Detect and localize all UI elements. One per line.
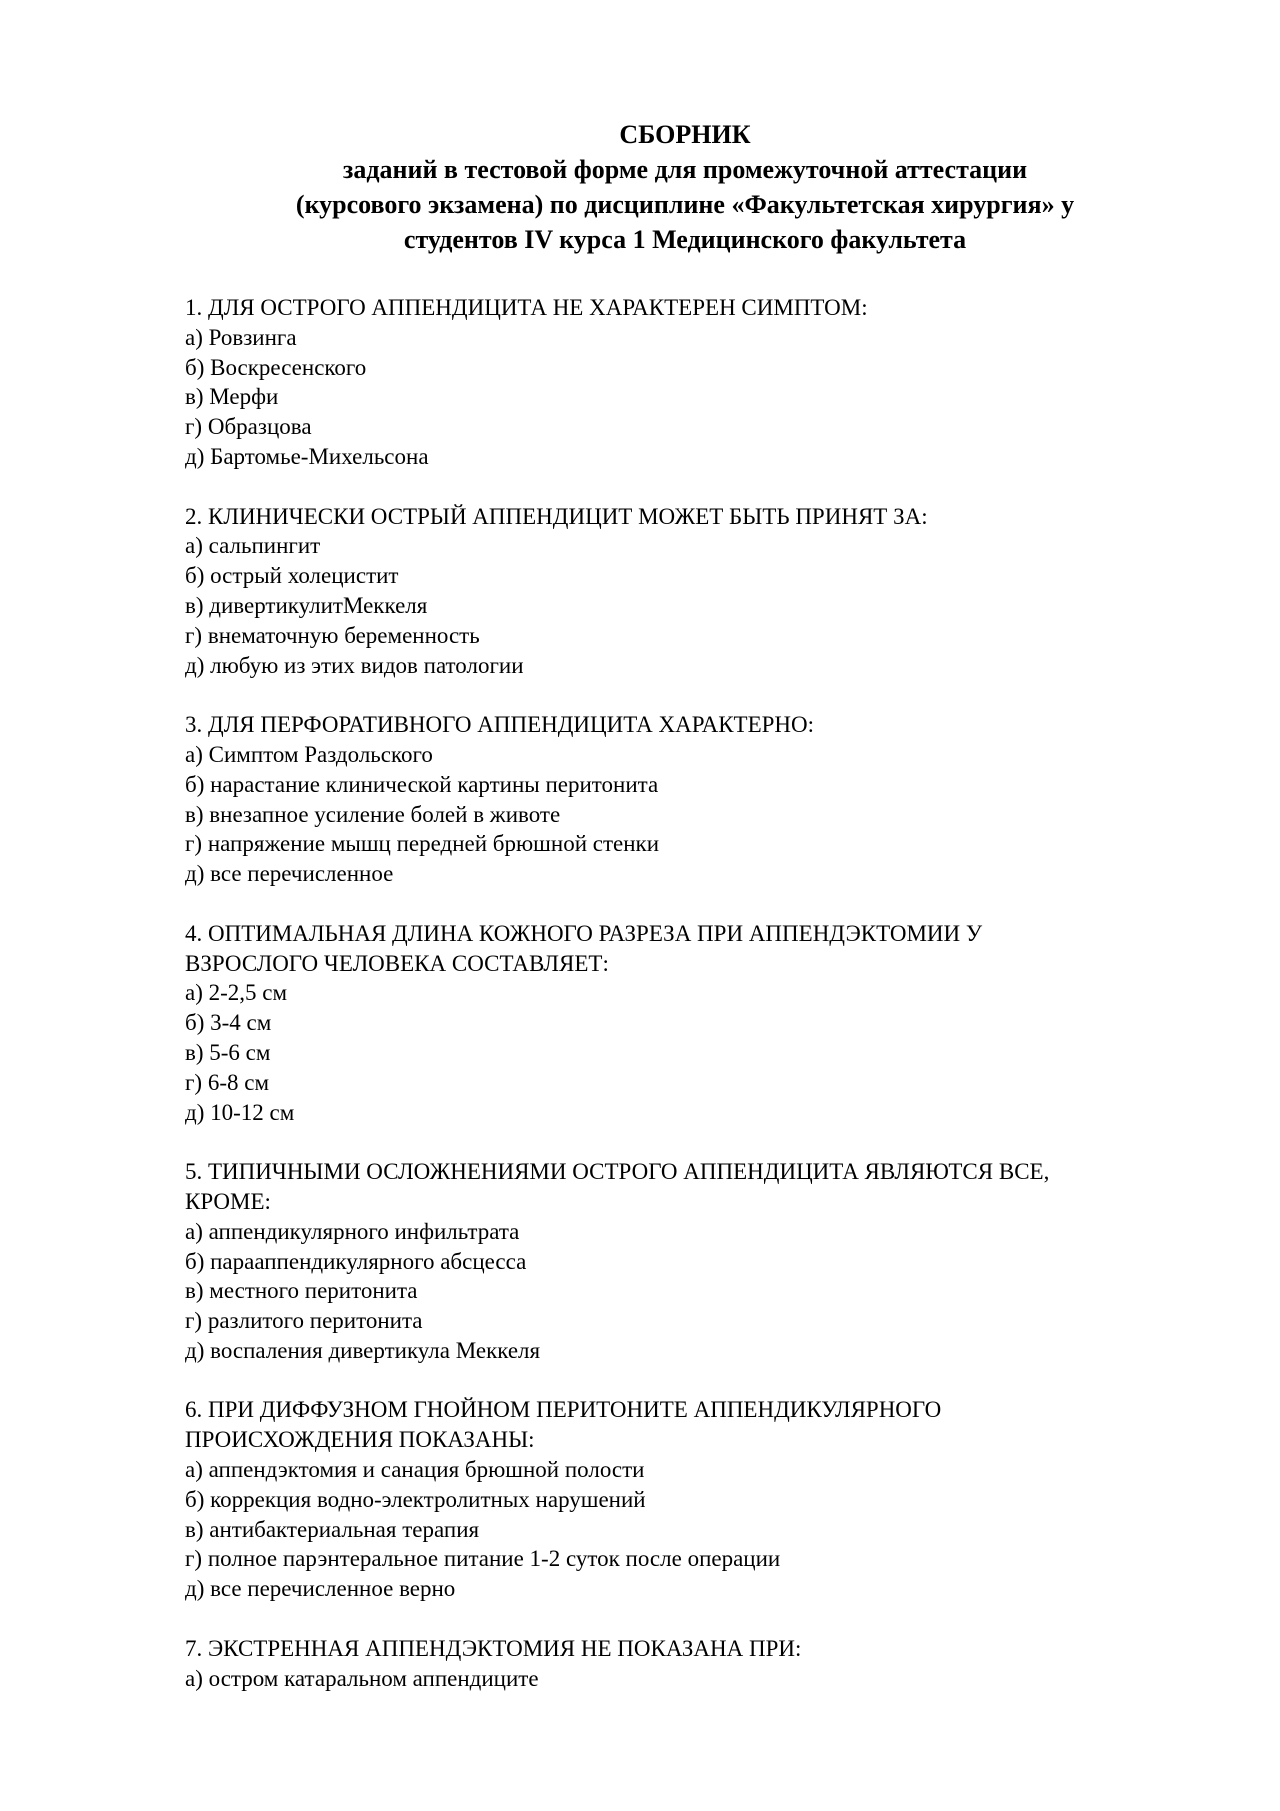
question-list	[185, 293, 1185, 1723]
answer-option: д) воспаления дивертикула Меккеля	[185, 1337, 541, 1363]
answer-option: в) Мерфи	[185, 384, 279, 410]
question-text-line: 3. ДЛЯ ПЕРФОРАТИВНОГО АППЕНДИЦИТА ХАРАКТЕРНО:	[185, 712, 815, 738]
title-line-3: (курсового экзамена) по дисциплине «Факультетская хирургия» у	[295, 190, 1075, 219]
answer-option: в) внезапное усиление болей в животе	[185, 801, 561, 827]
question-text-line: 2. КЛИНИЧЕСКИ ОСТРЫЙ АППЕНДИЦИТ МОЖЕТ БЫТЬ ПРИНЯТ ЗА:	[185, 503, 928, 529]
answer-option: в) дивертикулитМеккеля	[185, 592, 428, 618]
answer-option: в) местного перитонита	[185, 1278, 418, 1304]
answer-option: а) аппендэктомия и санация брюшной полости	[185, 1457, 645, 1483]
title-line-1: СБОРНИК	[619, 120, 751, 149]
answer-option: б) парааппендикулярного абсцесса	[185, 1248, 527, 1274]
answer-option: г) напряжение мышц передней брюшной стенки	[185, 831, 660, 857]
answer-option: г) Образцова	[185, 414, 312, 440]
question-2	[185, 502, 1185, 681]
question-4	[185, 919, 1185, 1128]
answer-option: д) все перечисленное верно	[185, 1576, 456, 1602]
question-text-line: 7. ЭКСТРЕННАЯ АППЕНДЭКТОМИЯ НЕ ПОКАЗАНА ПРИ:	[185, 1635, 802, 1661]
question-text-line: 1. ДЛЯ ОСТРОГО АППЕНДИЦИТА НЕ ХАРАКТЕРЕН СИМПТОМ:	[185, 295, 868, 320]
answer-option: б) нарастание клинической картины перитонита	[185, 771, 659, 797]
question-text-line: ВЗРОСЛОГО ЧЕЛОВЕКА СОСТАВЛЯЕТ:	[185, 950, 609, 976]
question-text	[185, 710, 1185, 740]
answer-option: д) Бартомье-Михельсона	[185, 443, 429, 469]
question-text-line: КРОМЕ:	[185, 1188, 271, 1214]
question-text-line: 5. ТИПИЧНЫМИ ОСЛОЖНЕНИЯМИ ОСТРОГО АППЕНДИЦИТА ЯВЛЯЮТСЯ ВСЕ,	[185, 1159, 1050, 1185]
answer-option: а) аппендикулярного инфильтрата	[185, 1218, 520, 1244]
title-line-4: студентов IV курса 1 Медицинского факультета	[403, 225, 967, 254]
question-text	[185, 919, 1185, 979]
answer-option: б) 3-4 см	[185, 1010, 272, 1036]
question-1	[185, 293, 1185, 472]
question-5	[185, 1157, 1185, 1366]
answer-option: а) Симптом Раздольского	[185, 741, 433, 767]
answer-option: а) Ровзинга	[185, 324, 297, 350]
answer-option: в) 5-6 см	[185, 1039, 271, 1065]
question-6	[185, 1395, 1185, 1604]
answer-option: а) остром катаральном аппендиците	[185, 1665, 539, 1691]
question-text-line: 6. ПРИ ДИФФУЗНОМ ГНОЙНОМ ПЕРИТОНИТЕ АППЕНДИКУЛЯРНОГО	[185, 1397, 942, 1423]
answer-option: а) 2-2,5 см	[185, 980, 288, 1006]
question-text	[185, 1157, 1185, 1217]
answer-option: г) разлитого перитонита	[185, 1308, 423, 1334]
answer-option: а) сальпингит	[185, 533, 321, 559]
answer-option: б) острый холецистит	[185, 563, 399, 589]
answer-option: б) коррекция водно-электролитных нарушений	[185, 1486, 646, 1512]
question-text-line: ПРОИСХОЖДЕНИЯ ПОКАЗАНЫ:	[185, 1427, 535, 1453]
question-3	[185, 710, 1185, 889]
question-text	[185, 1634, 1185, 1664]
answer-option: д) 10-12 см	[185, 1099, 295, 1125]
question-text	[185, 502, 1185, 532]
document-title	[160, 117, 1210, 257]
answer-option: в) антибактериальная терапия	[185, 1516, 480, 1542]
answer-option: г) полное парэнтеральное питание 1-2 суток после операции	[185, 1546, 781, 1572]
answer-option: г) внематочную беременность	[185, 622, 480, 648]
question-text	[185, 293, 1185, 323]
answer-option: г) 6-8 см	[185, 1069, 270, 1095]
answer-option: б) Воскресенского	[185, 354, 367, 380]
answer-option: д) все перечисленное	[185, 861, 394, 887]
answer-option: д) любую из этих видов патологии	[185, 652, 524, 678]
question-7	[185, 1634, 1185, 1694]
question-text-line: 4. ОПТИМАЛЬНАЯ ДЛИНА КОЖНОГО РАЗРЕЗА ПРИ АППЕНДЭКТОМИИ У	[185, 920, 983, 946]
title-line-2: заданий в тестовой форме для промежуточной аттестации	[342, 155, 1028, 184]
question-text	[185, 1395, 1185, 1455]
